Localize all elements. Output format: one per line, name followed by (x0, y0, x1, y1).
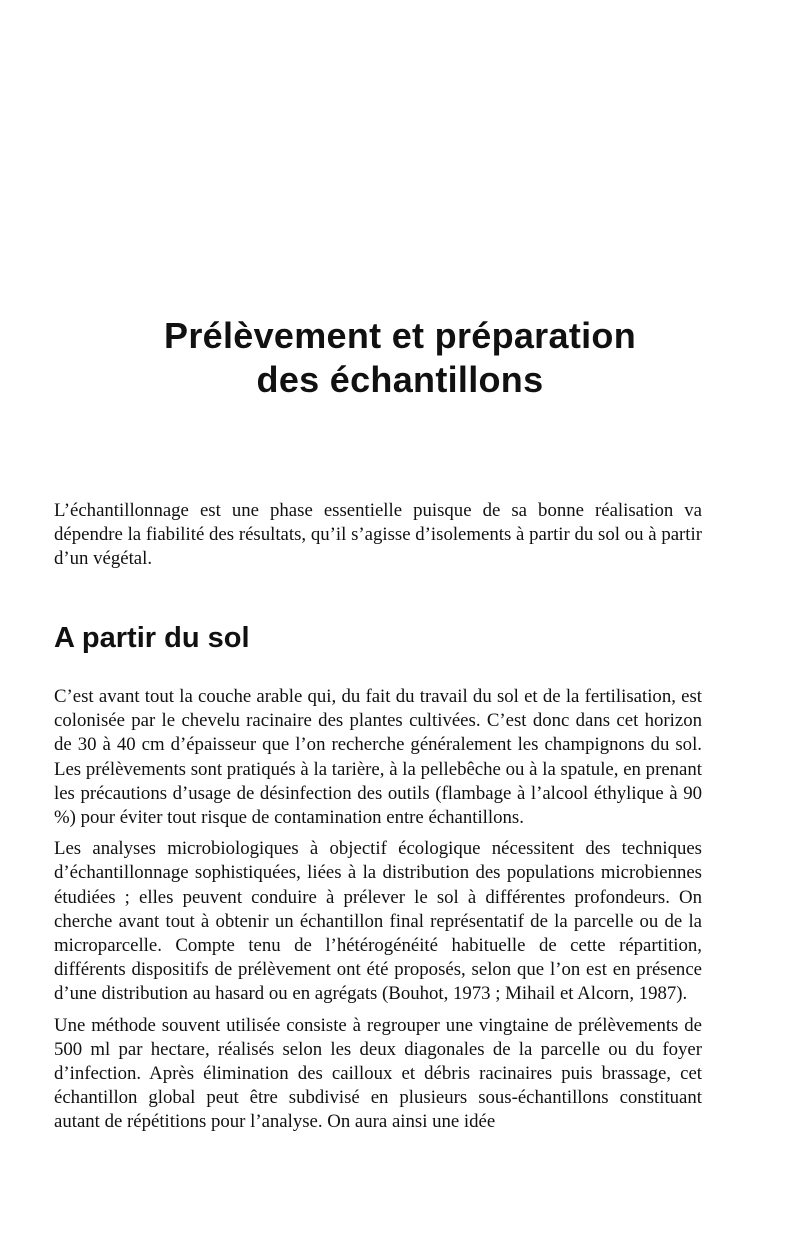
body-paragraph-3: Une méthode souvent utilisée consiste à regrouper une vingtaine de prélèvements de 500 ml par hectare, réalisés selon les deux diagonales de la parcelle ou du foyer d’infection. Après élimination des cailloux et débris racinaires puis brassage, cet échantillon global peut être subdivisé en plusieurs sous-échantillons constituant autant de répétitions pour l’analyse. On aura ainsi une idée (54, 1014, 702, 1133)
section-body (54, 685, 702, 1142)
body-paragraph-1: C’est avant tout la couche arable qui, du fait du travail du sol et de la fertilisation, est colonisée par le chevelu racinaire des plantes cultivées. C’est donc dans cet horizon de 30 à 40 cm d’épaisseur que l’on recherche généralement les champignons du sol. Les prélèvements sont pratiqués à la tarière, à la pellebêche ou à la spatule, en prenant les précautions d’usage de désinfection des outils (flambage à l’alcool éthylique à 90 %) pour éviter tout risque de contamination entre échantillons. (54, 686, 702, 829)
section-heading: A partir du sol (54, 622, 250, 654)
intro-paragraph: L’échantillonnage est une phase essentielle puisque de sa bonne réalisation va dépendre la fiabilité des résultats, qu’il s’agisse d’isolements à partir du sol ou à partir d’un végétal. (54, 500, 702, 570)
chapter-title (60, 314, 740, 402)
chapter-title-line-2: des échantillons (256, 359, 544, 400)
body-paragraph-2: Les analyses microbiologiques à objectif écologique nécessitent des techniques d’échantillonnage sophistiquées, liées à la distribution des populations microbiennes étudiées ; elles peuvent conduire à prélever le sol à différentes profondeurs. On cherche avant tout à obtenir un échantillon final représentatif de la parcelle ou de la microparcelle. Compte tenu de l’hétérogénéité habituelle de cette répartition, différents dispositifs de prélèvement ont été proposés, selon que l’on est en présence d’une distribution au hasard ou en agrégats (Bouhot, 1973 ; Mihail et Alcorn, 1987). (54, 838, 702, 1005)
chapter-title-line-1: Prélèvement et préparation (164, 315, 636, 356)
